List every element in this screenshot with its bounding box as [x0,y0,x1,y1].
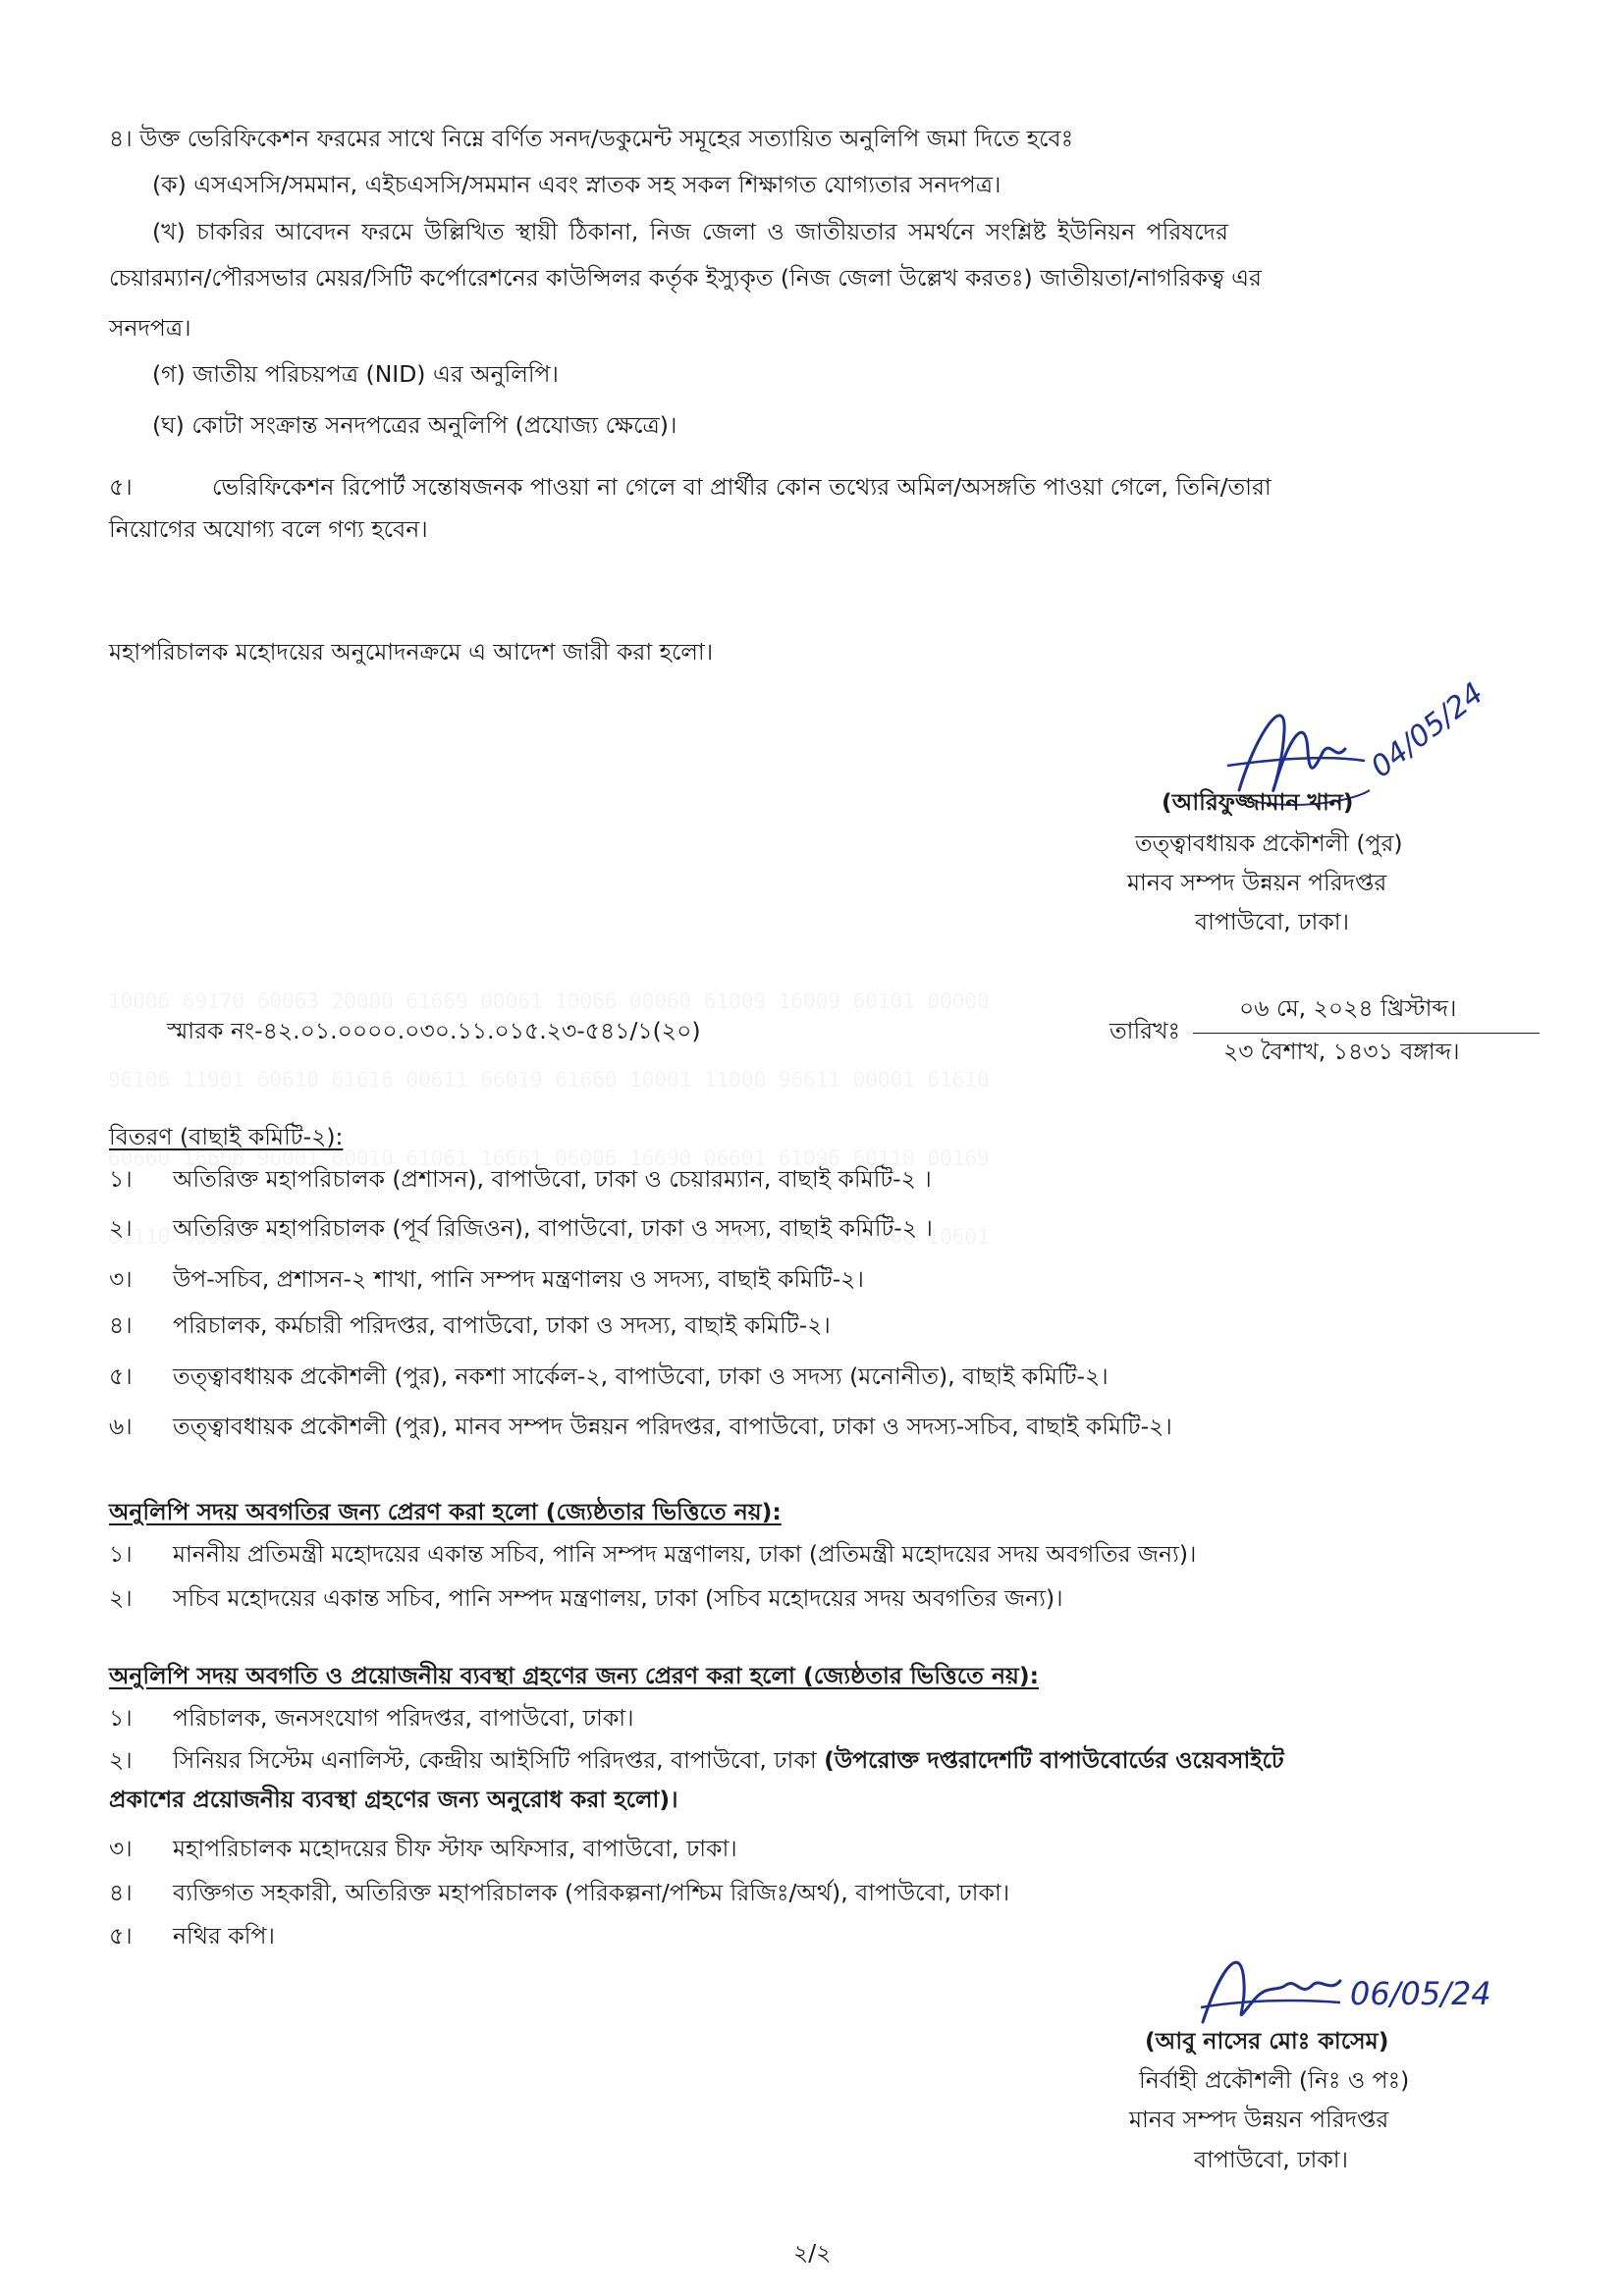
item5-number: ৫। [109,473,133,501]
item5-line2: নিয়োগের অযোগ্য বলে গণ্য হবেন। [109,515,428,543]
distribution-item-3-number: ৩। [109,1265,133,1293]
item4-kha-line3: সনদপত্র। [109,314,191,342]
copy-action-item-1: পরিচালক, জনসংযোগ পরিদপ্তর, বাপাউবো, ঢাকা। [173,1704,634,1732]
copy-action-item-2-bold-line2: প্রকাশের প্রয়োজনীয় ব্যবস্থা গ্রহণের জন্য অনুরোধ করা হলো)। [109,1786,678,1813]
copy-info-heading: অনুলিপি সদয় অবগতির জন্য প্রেরণ করা হলো (জ্যেষ্ঠতার ভিত্তিতে নয়): [109,1498,782,1525]
signature-1-date: 04/05/24 [1364,675,1490,785]
approval-statement: মহাপরিচালক মহোদয়ের অনুমোদনক্রমে এ আদেশ জারী করা হলো। [109,638,714,666]
distribution-item-1: অতিরিক্ত মহাপরিচালক (প্রশাসন), বাপাউবো, ঢাকা ও চেয়ারম্যান, বাছাই কমিটি-২ । [173,1165,932,1193]
copy-action-item-1-number: ১। [109,1704,133,1732]
distribution-item-2-number: ২। [109,1214,133,1242]
distribution-item-4-number: ৪। [109,1311,133,1339]
memo-date-label: তারিখঃ [1109,1017,1181,1044]
distribution-item-1-number: ১। [109,1165,133,1193]
copy-action-item-2-bold-line1: (উপরোক্ত দপ্তরাদেশটি বাপাউবোর্ডের ওয়েবসাইটে [824,1746,1284,1774]
copy-info-item-2: সচিব মহোদয়ের একান্ত সচিব, পানি সম্পদ মন্ত্রণালয়, ঢাকা (সচিব মহোদয়ের সদয় অবগতির জন্য)। [173,1584,1063,1612]
show-through-background [108,942,990,1256]
distribution-item-2: অতিরিক্ত মহাপরিচালক (পূর্ব রিজিওন), বাপাউবো, ঢাকা ও সদস্য, বাছাই কমিটি-২ । [173,1214,933,1242]
copy-action-item-2-number: ২। [109,1746,133,1774]
distribution-item-3: উপ-সচিব, প্রশাসন-২ শাখা, পানি সম্পদ মন্ত্রণালয় ও সদস্য, বাছাই কমিটি-২। [173,1265,864,1293]
memo-date-gregorian: ০৬ মে, ২০২৪ খ্রিস্টাব্দ। [1239,994,1457,1022]
memo-date-rule [1193,1033,1540,1034]
distribution-item-6: তত্ত্বাবধায়ক প্রকৌশলী (পুর), মানব সম্পদ উন্নয়ন পরিদপ্তর, বাপাউবো, ঢাকা ও সদস্য-সচিব, বাছাই কমিটি-২। [173,1413,1172,1440]
copy-action-item-5: নথির কপি। [173,1922,275,1949]
distribution-item-5-number: ৫। [109,1362,133,1390]
copy-info-item-1-number: ১। [109,1540,133,1568]
copy-action-item-3: মহাপরিচালক মহোদয়ের চীফ স্টাফ অফিসার, বাপাউবো, ঢাকা। [173,1835,737,1862]
copy-info-item-1: মাননীয় প্রতিমন্ত্রী মহোদয়ের একান্ত সচিব, পানি সম্পদ মন্ত্রণালয়, ঢাকা (প্রতিমন্ত্রী মহোদয়ের সদয় অবগতির জন্য)। [173,1540,1197,1568]
copy-action-item-4-number: ৪। [109,1879,133,1906]
copy-action-item-3-number: ৩। [109,1835,133,1862]
item5-line1: ভেরিফিকেশন রিপোর্ট সন্তোষজনক পাওয়া না গেলে বা প্রার্থীর কোন তথ্যের অমিল/অসঙ্গতি পাওয়া গেলে, তিনি/তারা [212,473,1271,501]
signatory-2-office: মানব সম্পদ উন্নয়ন পরিদপ্তর [1129,2106,1389,2133]
signatory-1-location: বাপাউবো, ঢাকা। [1195,908,1350,935]
copy-action-item-2-text: সিনিয়র সিস্টেম এনালিস্ট, কেন্দ্রীয় আইসিটি পরিদপ্তর, বাপাউবো, ঢাকা [173,1746,817,1774]
distribution-heading: বিতরণ (বাছাই কমিটি-২): [109,1123,344,1150]
distribution-item-6-number: ৬। [109,1413,133,1440]
memo-number: স্মারক নং-৪২.০১.০০০০.০৩০.১১.০১৫.২৩-৫৪১/১(২০) [167,1017,701,1044]
distribution-item-5: তত্ত্বাবধায়ক প্রকৌশলী (পুর), নকশা সার্কেল-২, বাপাউবো, ঢাকা ও সদস্য (মনোনীত), বাছাই কমিটি-২। [173,1362,1109,1390]
signatory-1-designation: তত্ত্বাবধায়ক প্রকৌশলী (পুর) [1135,829,1403,857]
item4-ga: (গ) জাতীয় পরিচয়পত্র (NID) এর অনুলিপি। [152,360,559,388]
signatory-2-location: বাপাউবো, ঢাকা। [1194,2146,1349,2173]
signatory-2-designation: নির্বাহী প্রকৌশলী (নিঃ ও পঃ) [1139,2066,1410,2094]
signatory-1-name: (আরিফুজ্জামান খান) [1162,788,1354,816]
signatory-2-name: (আবু নাসের মোঃ কাসেম) [1145,2027,1389,2055]
item4-intro: ৪। উক্ত ভেরিফিকেশন ফরমের সাথে নিম্নে বর্ণিত সনদ/ডকুমেন্ট সমূহের সত্যায়িত অনুলিপি জমা দিতে হবেঃ [109,125,1074,152]
item4-ka: (ক) এসএসসি/সমমান, এইচএসসি/সমমান এবং স্নাতক সহ সকল শিক্ষাগত যোগ্যতার সনদপত্র। [152,171,1001,198]
item4-kha-line1: (খ) চাকরির আবেদন ফরমে উল্লিখিত স্থায়ী ঠিকানা, নিজ জেলা ও জাতীয়তার সমর্থনে সংশ্লিষ্ট ইউনিয়ন পরিষদের [152,218,1228,245]
copy-action-item-4: ব্যক্তিগত সহকারী, অতিরিক্ত মহাপরিচালক (পরিকল্পনা/পশ্চিম রিজিঃ/অর্থ), বাপাউবো, ঢাকা। [173,1879,1010,1906]
memo-date-bangla: ২৩ বৈশাখ, ১৪৩১ বঙ্গাব্দ। [1223,1038,1460,1065]
copy-action-heading: অনুলিপি সদয় অবগতি ও প্রয়োজনীয় ব্যবস্থা গ্রহণের জন্য প্রেরণ করা হলো (জ্যেষ্ঠতার ভিত্তিতে নয়): [109,1662,1039,1689]
item4-kha-line2: চেয়ারম্যান/পৌরসভার মেয়র/সিটি কর্পোরেশনের কাউন্সিলর কর্তৃক ইস্যুকৃত (নিজ জেলা উল্লেখ করতঃ) জাতীয়তা/নাগরিকত্ব এর [109,264,1262,292]
distribution-item-4: পরিচালক, কর্মচারী পরিদপ্তর, বাপাউবো, ঢাকা ও সদস্য, বাছাই কমিটি-২। [173,1311,831,1339]
page-number: ২/২ [793,2239,832,2267]
copy-action-item-5-number: ৫। [109,1922,133,1949]
copy-action-item-2 [173,1743,1284,1777]
item4-gha: (ঘ) কোটা সংক্রান্ত সনদপত্রের অনুলিপি (প্রযোজ্য ক্ষেত্রে)। [152,411,677,439]
copy-info-item-2-number: ২। [109,1584,133,1612]
signatory-1-office: মানব সম্পদ উন্নয়ন পরিদপ্তর [1127,869,1387,896]
signature-2-date: 06/05/24 [1350,1975,1491,2012]
